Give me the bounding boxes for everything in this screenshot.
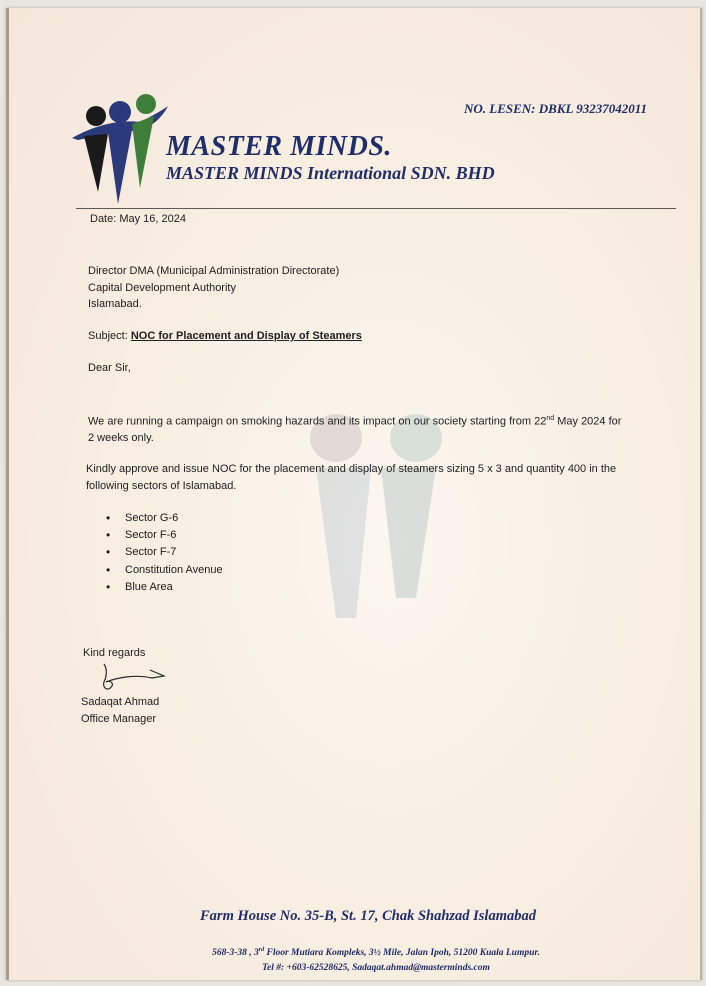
subject-text: NOC for Placement and Display of Steamers — [130, 330, 362, 342]
company-name-line1: MASTER MINDS. — [166, 131, 392, 162]
address-text: Floor Mutiara Kompleks, 3½ Mile, Jalan Ipoh, 51200 Kuala Lumpur. — [264, 948, 540, 959]
list-item: • Sector F-7 — [106, 544, 223, 561]
company-name — [166, 132, 495, 184]
salutation: Dear Sir, — [88, 362, 131, 374]
body-paragraph-1 — [88, 411, 628, 447]
page-edge-left — [6, 8, 9, 980]
subject-line — [88, 328, 362, 345]
page-edge-right — [700, 8, 702, 980]
handwritten-signature — [94, 660, 168, 696]
recipient-address — [88, 263, 339, 313]
sector-list — [106, 510, 223, 596]
paragraph-text: We are running a campaign on smoking hazards and its impact on our society starting from 22 — [88, 415, 547, 428]
body-paragraph-2: Kindly approve and issue NOC for the placement and display of steamers sizing 5 x 3 and quantity 400 in the following sectors of Islamabad. — [86, 463, 617, 492]
list-item: • Sector G-6 — [106, 510, 223, 527]
recipient-line: Director DMA (Municipal Administration Directorate) — [88, 265, 340, 277]
closing: Kind regards — [83, 647, 146, 659]
three-people-logo-icon — [68, 92, 172, 204]
license-number: NO. LESEN: DBKL 93237042011 — [464, 101, 647, 116]
footer-kl-address — [50, 943, 702, 961]
subject-label: Subject: — [88, 330, 128, 342]
recipient-line: Islamabad. — [88, 298, 142, 310]
recipient-line: Capital Development Authority — [88, 281, 236, 294]
header-divider — [76, 208, 676, 209]
address-text: 568-3-38 , 3 — [212, 948, 259, 959]
list-item: • Blue Area — [106, 579, 223, 596]
list-item: • Constitution Avenue — [106, 562, 223, 579]
letter-page — [6, 8, 702, 980]
company-name-line2: MASTER MINDS International SDN. BHD — [166, 163, 495, 183]
list-item: • Sector F-6 — [106, 527, 223, 544]
signer-block — [81, 694, 159, 728]
footer-contact-block — [6, 943, 702, 976]
signer-name: Sadaqat Ahmad — [81, 696, 160, 708]
paragraph-text: May 2024 for 2 weeks only. — [88, 415, 622, 445]
signer-title: Office Manager — [81, 713, 157, 725]
ordinal-suffix: nd — [546, 415, 555, 422]
footer-local-address: Farm House No. 35-B, St. 17, Chak Shahzad Islamabad — [200, 908, 536, 924]
footer-contact: Tel #: +603-62528625, Sadaqat.ahmad@masterminds.com — [262, 963, 490, 974]
letter-date: Date: May 16, 2024 — [90, 213, 187, 225]
ordinal-suffix: rd — [258, 947, 265, 953]
